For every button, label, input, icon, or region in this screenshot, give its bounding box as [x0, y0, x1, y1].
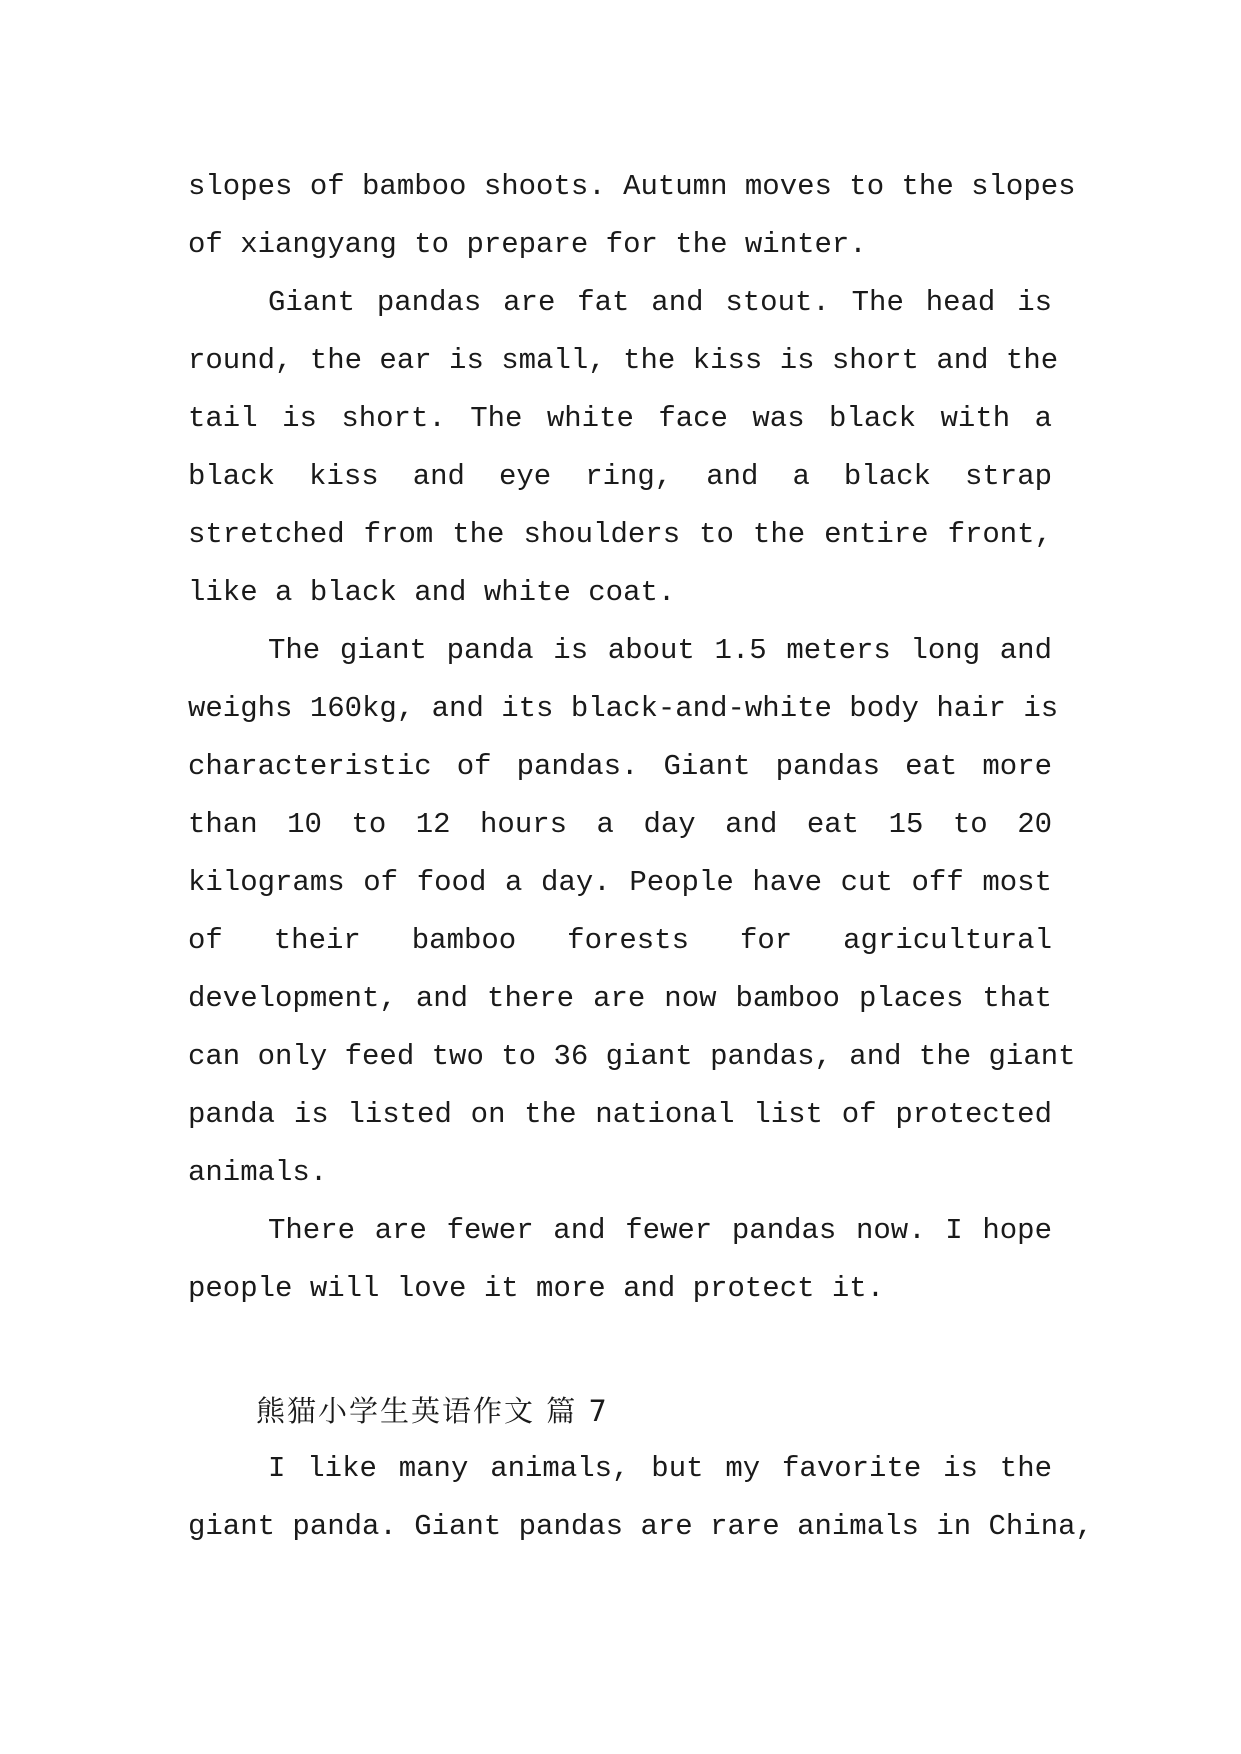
text-line: There are fewer and fewer pandas now. I hope [268, 1214, 1052, 1247]
text-line: kilograms of food a day. People have cut off most [188, 866, 1052, 899]
text-line: stretched from the shoulders to the entire front, [188, 518, 1052, 551]
text-line: of xiangyang to prepare for the winter. [188, 228, 867, 261]
text-line: The giant panda is about 1.5 meters long and [268, 634, 1052, 667]
text-line: round, the ear is small, the kiss is short and the [188, 344, 1059, 377]
text-line: black kiss and eye ring, and a black strap [188, 460, 1052, 493]
text-line: I like many animals, but my favorite is the [268, 1452, 1052, 1485]
text-line: Giant pandas are fat and stout. The head is [268, 286, 1052, 319]
text-line: people will love it more and protect it. [188, 1272, 885, 1305]
section-heading: 熊猫小学生英语作文 篇 7 [256, 1394, 609, 1428]
text-line: of their bamboo forests for agricultural [188, 924, 1052, 957]
text-line: characteristic of pandas. Giant pandas eat more [188, 750, 1052, 783]
text-line: animals. [188, 1156, 328, 1189]
text-line: weighs 160kg, and its black-and-white body hair is [188, 692, 1059, 725]
text-line: like a black and white coat. [188, 576, 676, 609]
text-line: than 10 to 12 hours a day and eat 15 to 20 [188, 808, 1052, 841]
text-line: giant panda. Giant pandas are rare animals in China, [188, 1510, 1093, 1543]
text-line: can only feed two to 36 giant pandas, and the giant [188, 1040, 1076, 1073]
text-line: tail is short. The white face was black with a [188, 402, 1052, 435]
text-line: development, and there are now bamboo places that [188, 982, 1052, 1015]
text-line: panda is listed on the national list of protected [188, 1098, 1052, 1131]
text-line: slopes of bamboo shoots. Autumn moves to the slopes [188, 170, 1076, 203]
